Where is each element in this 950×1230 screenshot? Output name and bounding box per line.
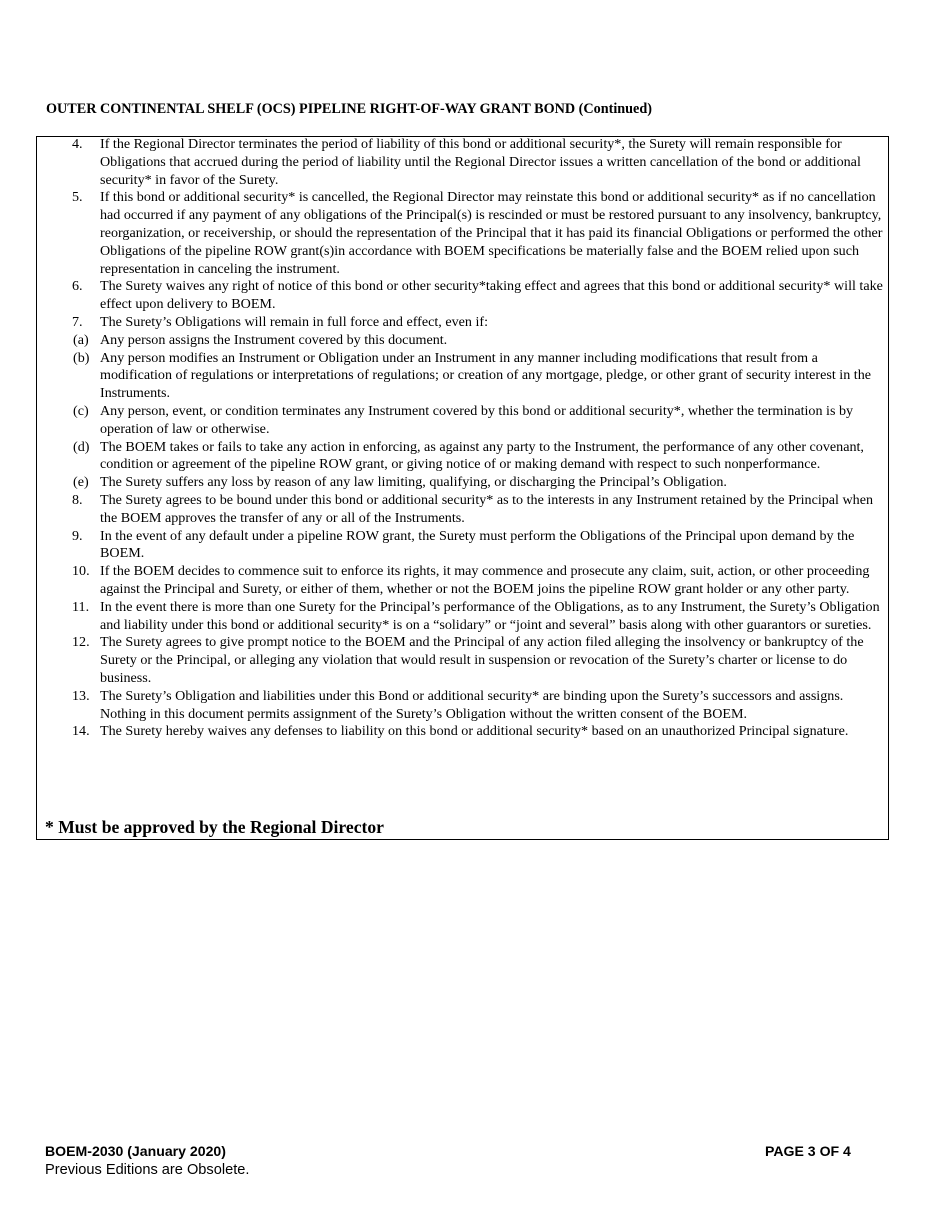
approval-footnote: * Must be approved by the Regional Director <box>45 817 384 837</box>
clause-text: The BOEM takes or fails to take any action in enforcing, as against any party to the Instrument, the performance of any other covenant, condition or agreement of the pipeline ROW grant, or giving notice of or making demand with respect to such nonperformance. <box>100 438 864 473</box>
clause-text: If this bond or additional security* is cancelled, the Regional Director may reinstate this bond or additional security* as if no cancellation had occurred if any payment of any obligations of the Principal(s) is rescinded or must be restored pursuant to any insolvency, bankruptcy, reorganization, or receivership, or should the representation of the Principal that it has paid its financial Obligations or performed the other Obligations of the pipeline ROW grant(s)in accordance with BOEM specifications be materially false and the BOEM relied upon such representation in canceling the instrument. <box>100 189 883 277</box>
clause-label: (b) <box>73 349 90 366</box>
clause-label: 12. <box>72 634 90 651</box>
clause-text: The Surety suffers any loss by reason of any law limiting, qualifying, or discharging the Principal’s Obligation. <box>100 474 727 491</box>
clause-label: 11. <box>72 598 90 615</box>
clause-label: (e) <box>73 474 89 491</box>
clause-8 <box>36 492 889 528</box>
clause-text: Any person modifies an Instrument or Obligation under an Instrument in any manner including modifications that result from a modification of regulations or interpretations of regulations; or creation of any mortgage, pledge, or other grant of security interest in the Instruments. <box>100 349 871 402</box>
clause-5 <box>36 189 889 278</box>
clause-7e <box>36 474 889 492</box>
clause-label: 4. <box>72 136 83 152</box>
clause-list <box>36 136 889 741</box>
clause-text: If the BOEM decides to commence suit to enforce its rights, it may commence and prosecute any claim, suit, action, or other proceeding against the Principal and Surety, or either of them, whether or not the BOEM joins the pipeline ROW grant holder or any other party. <box>100 563 870 597</box>
clause-14 <box>36 723 889 741</box>
clause-7 <box>36 314 889 332</box>
clause-text: The Surety hereby waives any defenses to liability on this bond or additional security* based on an unauthorized Principal signature. <box>100 723 849 740</box>
clause-7a <box>36 332 889 350</box>
form-identifier: BOEM-2030 (January 2020) <box>45 1143 226 1159</box>
clause-label: 10. <box>72 563 90 580</box>
page-number: PAGE 3 OF 4 <box>765 1143 851 1159</box>
clause-6 <box>36 278 889 314</box>
clause-text: The Surety’s Obligation and liabilities under this Bond or additional security* are binding upon the Surety’s successors and assigns. Nothing in this document permits assignment of the Surety’s Obligation without the written consent of the BOEM. <box>100 687 844 722</box>
clause-text: In the event of any default under a pipeline ROW grant, the Surety must perform the Obligations of the Principal upon demand by the BOEM. <box>100 527 855 562</box>
clause-10 <box>36 563 889 599</box>
clause-label: 8. <box>72 491 83 508</box>
clause-text: The Surety agrees to give prompt notice to the BOEM and the Principal of any action filed alleging the insolvency or bankruptcy of the Surety or the Principal, or alleging any violation that would result in suspension or revocation of the Surety’s charter or license to do business. <box>100 634 864 686</box>
clause-label: 6. <box>72 278 83 295</box>
clause-label: 9. <box>72 527 83 544</box>
clause-11 <box>36 599 889 635</box>
edition-note: Previous Editions are Obsolete. <box>45 1162 250 1178</box>
clause-text: If the Regional Director terminates the period of liability of this bond or additional security*, the Surety will remain responsible for Obligations that accrued during the period of liability until the Regional Director issues a written cancellation of the bond or additional security* in favor of the Surety. <box>100 136 861 188</box>
clause-label: 14. <box>72 723 90 740</box>
clause-text: The Surety waives any right of notice of this bond or other security*taking effect and agrees that this bond or additional security* will take effect upon delivery to BOEM. <box>100 278 883 313</box>
clause-7b <box>36 350 889 403</box>
clause-label: 13. <box>72 687 90 704</box>
clause-text: The Surety’s Obligations will remain in full force and effect, even if: <box>100 313 488 330</box>
clause-label: 7. <box>72 313 83 330</box>
clause-label: (d) <box>73 438 90 455</box>
clause-4 <box>36 136 889 189</box>
clause-label: (a) <box>73 331 89 348</box>
page-title: OUTER CONTINENTAL SHELF (OCS) PIPELINE RIGHT-OF-WAY GRANT BOND (Continued) <box>46 101 652 117</box>
clause-9 <box>36 528 889 564</box>
clause-label: (c) <box>73 402 89 419</box>
clause-text: In the event there is more than one Surety for the Principal’s performance of the Obligations, as to any Instrument, the Surety’s Obligation and liability under this bond or additional security* is on a “solidary” or “joint and several” basis along with other guarantors or sureties. <box>100 598 880 633</box>
clause-text: Any person assigns the Instrument covered by this document. <box>100 331 448 348</box>
clause-label: 5. <box>72 189 83 206</box>
clause-text: Any person, event, or condition terminates any Instrument covered by this bond or additional security*, whether the termination is by operation of law or otherwise. <box>100 402 854 437</box>
clause-12 <box>36 634 889 687</box>
clause-text: The Surety agrees to be bound under this bond or additional security* as to the interests in any Instrument retained by the Principal when the BOEM approves the transfer of any or all of the Instruments. <box>100 491 874 526</box>
clause-7d <box>36 439 889 475</box>
clause-13 <box>36 688 889 724</box>
clause-7c <box>36 403 889 439</box>
